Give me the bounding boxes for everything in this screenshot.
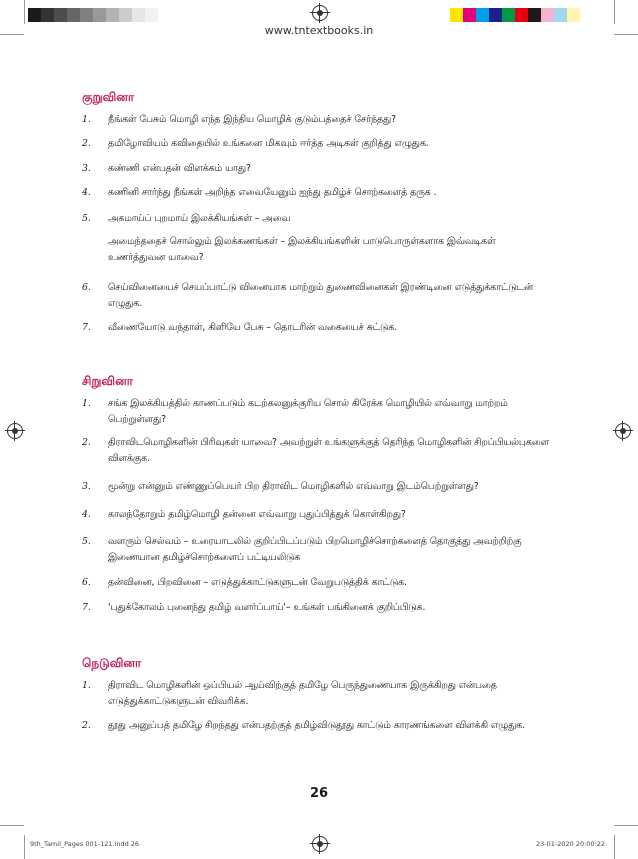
color-swatch: [476, 8, 489, 22]
color-swatch: [67, 8, 80, 22]
question-number: 2.: [82, 720, 91, 731]
color-swatch: [132, 8, 145, 22]
question-text: மூன்று என்னும் எண்ணுப்பெயர் பிற திராவிட மொழிகளில் எவ்வாறு இடம்பெற்றுள்ளது?: [108, 481, 479, 492]
color-swatch: [28, 8, 41, 22]
question-text: தூது அனுப்பத் தமிழே சிறந்தது என்பதற்குத் தமிழ்விடுதூது காட்டும் காரணங்களை விளக்கி எழுதுக.: [108, 720, 526, 731]
crop-mark: [24, 0, 25, 24]
color-swatch: [119, 8, 132, 22]
page-number: 26: [309, 786, 329, 801]
question-continuation: அமைந்ததைச் சொல்லும் இலக்கணங்கள் – இலக்கியங்களின் பாடுபொருள்களாக இவ்வடிகள் உணர்த்துவன யாவை?: [108, 236, 496, 263]
question-text: கண்ணி என்பதன் விளக்கம் யாது?: [108, 163, 251, 174]
color-swatch: [515, 8, 528, 22]
registration-mark-bottom: [312, 836, 328, 852]
registration-mark-right: [615, 423, 631, 439]
crop-mark: [614, 835, 615, 859]
website-url: www.tntextbooks.in: [264, 24, 374, 37]
color-swatch: [54, 8, 67, 22]
question-number: 3.: [82, 481, 91, 492]
question-text: 'புதுக்கோலம் புனைந்து தமிழ் வளர்ப்பாய்'– உங்கள் பங்கினைக் குறிப்பிடுக.: [108, 602, 426, 613]
question-number: 5.: [82, 213, 91, 224]
question-text: கணினி சார்ந்து நீங்கள் அறிந்த எவையேனும் ஐந்து தமிழ்ச் சொற்களைத் தருக .: [108, 187, 437, 198]
section-heading: சிறுவினா: [82, 374, 133, 388]
color-swatch: [463, 8, 476, 22]
color-swatch: [567, 8, 580, 22]
crop-mark: [0, 825, 24, 826]
color-swatch: [106, 8, 119, 22]
question-number: 1.: [82, 398, 91, 409]
color-swatch: [489, 8, 502, 22]
grayscale-color-bar: [28, 8, 158, 22]
question-text: காலந்தோறும் தமிழ்மொழி தன்னை எவ்வாறு புதுப்பித்துக் கொள்கிறது?: [108, 509, 406, 520]
color-swatch: [502, 8, 515, 22]
file-slug: 9th_Tamil_Pages 001-121.indd 26: [30, 840, 140, 848]
color-swatch: [450, 8, 463, 22]
question-number: 3.: [82, 163, 91, 174]
crop-mark: [614, 825, 638, 826]
color-swatch: [541, 8, 554, 22]
question-text: வளரும் செல்வம் – உரையாடலில் குறிப்பிடப்படும் பிறமொழிச்சொற்களைத் தொகுத்து அவற்றிற்கு இணையான தமிழ்ச்சொற்களைப் பட்டியலிடுக: [108, 536, 522, 563]
question-text: திராவிடமொழிகளின் பிரிவுகள் யாவை? அவற்றுள் உங்களுக்குத் தெரிந்த மொழிகளின் சிறப்பியல்புகளை விளக்குக.: [108, 437, 549, 464]
question-number: 7.: [82, 322, 91, 333]
section-heading: நெடுவினா: [82, 656, 142, 670]
question-number: 4.: [82, 509, 91, 520]
question-text: வீணையோடு வந்தாள், கிளியே பேசு – தொடரின் வகையைச் சுட்டுக.: [108, 322, 398, 333]
color-swatch: [80, 8, 93, 22]
question-number: 5.: [82, 536, 91, 547]
color-swatch: [41, 8, 54, 22]
registration-mark-left: [7, 423, 23, 439]
question-text: திராவிட மொழிகளின் ஒப்பியல் ஆய்விற்குத் தமிழே பெருந்துணையாக இருக்கிறது என்பதை எடுத்துக்காட்டுகளுடன் விவரிக்க.: [108, 680, 497, 707]
question-number: 2.: [82, 138, 91, 149]
question-text: தன்வினை, பிறவினை – எடுத்துக்காட்டுகளுடன் வேறுபடுத்திக் காட்டுக.: [108, 577, 408, 588]
question-number: 1.: [82, 680, 91, 691]
crop-mark: [614, 0, 615, 24]
color-swatch: [145, 8, 158, 22]
question-number: 4.: [82, 187, 91, 198]
question-text: செய்வினையைச் செயப்பாட்டு வினையாக மாற்றும் துணைவினைகள் இரண்டினை எடுத்துக்காட்டுடன் எழுதுக.: [108, 282, 534, 309]
date-slug: 23-01-2020 20:00:22: [536, 840, 606, 848]
question-number: 6.: [82, 577, 91, 588]
color-swatch: [528, 8, 541, 22]
question-text: அகமாய்ப் புறமாய் இலக்கியங்கள் – அவை: [108, 213, 291, 224]
question-text: தமிழோவியம் கவிதையில் உங்களை மிகவும் ஈர்த்த அடிகள் குறித்து எழுதுக.: [108, 138, 429, 149]
question-number: 1.: [82, 114, 91, 125]
color-swatch: [93, 8, 106, 22]
section-heading: குறுவினா: [82, 90, 135, 104]
question-text: சங்க இலக்கியத்தில் காணப்படும் கடற்கலனுக்குரிய சொல் கிரேக்க மொழியில் எவ்வாறு மாற்றம் பெற்றுள்ளது?: [108, 398, 508, 425]
crop-mark: [24, 835, 25, 859]
registration-mark-top: [312, 5, 328, 21]
question-text: நீங்கள் பேசும் மொழி எந்த இந்திய மொழிக் குடும்பத்தைச் சேர்ந்தது?: [108, 114, 397, 125]
question-number: 6.: [82, 282, 91, 293]
question-number: 2.: [82, 437, 91, 448]
color-swatch: [554, 8, 567, 22]
question-number: 7.: [82, 602, 91, 613]
process-color-bar: [450, 8, 580, 22]
